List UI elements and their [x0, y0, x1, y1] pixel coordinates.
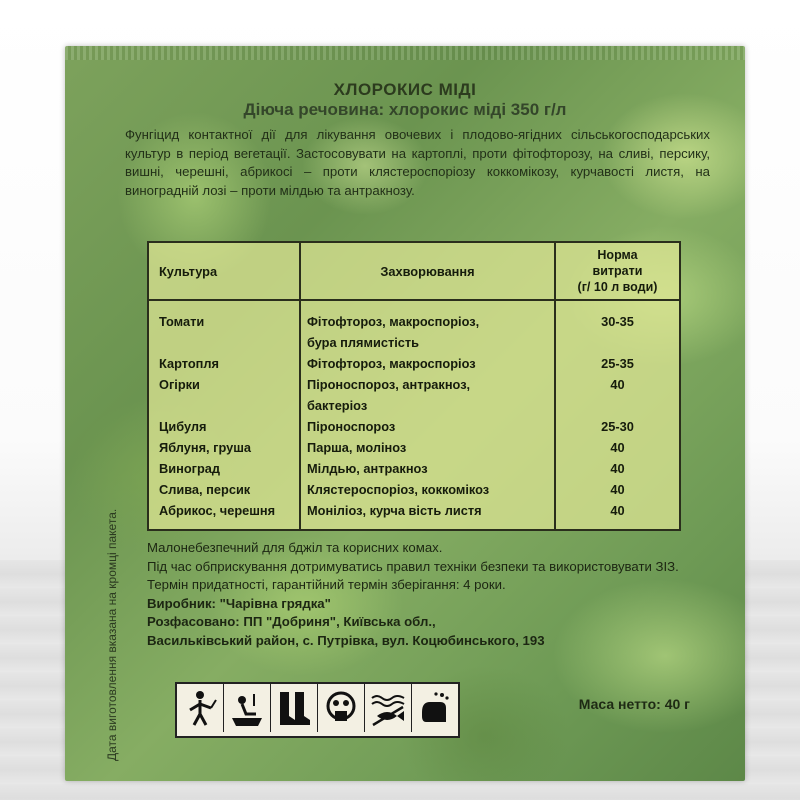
rate-cell: 40 [610, 503, 625, 518]
boots-icon [271, 684, 318, 732]
washing-icon [224, 684, 271, 732]
header-crop: Культура [159, 263, 218, 279]
disease-cell: Мілдью, антракноз [307, 461, 428, 476]
rate-cell: 40 [610, 377, 625, 392]
footer-info [147, 539, 707, 650]
disease-cell: Моніліоз, курча вість листя [307, 503, 482, 518]
crop-column [149, 301, 299, 529]
disease-cell: Піроноспороз [307, 419, 396, 434]
rate-cell: 30-35 [601, 314, 634, 329]
header-rate-line3: (г/ 10 л води) [577, 280, 658, 294]
packet-seal-edge [65, 46, 745, 60]
disease-cell: бура плямистість [307, 335, 420, 350]
header-rate-line2: витрати [592, 264, 643, 278]
packer-label: Розфасовано: [147, 614, 240, 629]
disease-cell: Парша, моліноз [307, 440, 407, 455]
rate-cell [616, 395, 620, 416]
no-water-fish-icon [365, 684, 412, 732]
packer-name: ПП "Добриня", Київська обл., [243, 614, 436, 629]
rate-cell: 40 [610, 482, 625, 497]
producer-name: "Чарівна грядка" [219, 595, 331, 611]
crop-cell: Яблуня, груша [159, 440, 252, 455]
net-weight: Маса нетто: 40 г [578, 696, 690, 712]
crop-cell: Слива, персик [159, 482, 251, 497]
crop-cell: Огірки [159, 377, 200, 392]
manufacture-date-note: Дата виготовлення вказана на кромці пакета. [105, 508, 119, 761]
rate-column [554, 301, 679, 529]
crop-cell: Абрикос, черешня [159, 503, 276, 518]
sprayer-person-icon [177, 684, 224, 732]
table-header [149, 243, 679, 301]
producer-label: Виробник: [147, 595, 216, 611]
crop-cell: Томати [159, 314, 205, 329]
producer-line [147, 595, 707, 614]
rate-cell: 25-35 [601, 356, 634, 371]
rate-cell: 40 [610, 440, 625, 455]
bees-note: Малонебезпечний для бджіл та корисних комах. [147, 540, 443, 555]
rate-cell: 25-30 [601, 419, 634, 434]
rate-cell: 40 [610, 461, 625, 476]
rate-cell [616, 332, 620, 353]
shelf-life: Термін придатності, гарантійний термін зберігання: 4 роки. [147, 577, 506, 592]
disease-cell: Фітофтороз, макроспоріоз [307, 356, 476, 371]
crop-cell [159, 332, 299, 353]
table-body [149, 301, 679, 529]
packer-line [147, 613, 707, 632]
disease-cell: Піроноспороз, антракноз, [307, 377, 471, 392]
crop-cell [159, 395, 299, 416]
crop-cell: Картопля [159, 356, 219, 371]
product-title: ХЛОРОКИС МІДІ [333, 80, 477, 99]
disease-cell: бактеріоз [307, 398, 368, 413]
packer-address: Васильківський район, с. Путрівка, вул. Коцюбинського, 193 [147, 632, 545, 648]
safety-note: Під час обприскування дотримуватись правил техніки безпеки та використовувати ЗІЗ. [147, 558, 679, 574]
crop-cell: Виноград [159, 461, 221, 476]
disease-cell: Фітофтороз, макроспоріоз, [307, 314, 480, 329]
safety-pictograms [175, 682, 460, 738]
header-disease: Захворювання [299, 243, 554, 299]
disease-column [299, 301, 554, 529]
respirator-mask-icon [318, 684, 365, 732]
header-rate-line1: Норма [597, 248, 638, 262]
active-ingredient: Діюча речовина: хлорокис міді 350 г/л [243, 100, 567, 119]
application-table [147, 241, 681, 531]
hand-washing-icon [412, 684, 458, 732]
product-packet [65, 46, 745, 781]
product-description: Фунгіцид контактної дії для лікування овочевих і плодово-ягідних сільськогосподарських культур в період вегетації. Застосовувати на картоплі, проти фітофторозу, на сливі, персику, вишні, черешні, абрикосі – проти клястероспоріозу коккомікозу, курчавості листя, на виноградній лозі – проти мілдью та антракнозу. [125, 127, 710, 198]
header-rate [554, 243, 679, 299]
crop-cell: Цибуля [159, 419, 207, 434]
disease-cell: Клястероспоріоз, коккомікоз [307, 482, 490, 497]
